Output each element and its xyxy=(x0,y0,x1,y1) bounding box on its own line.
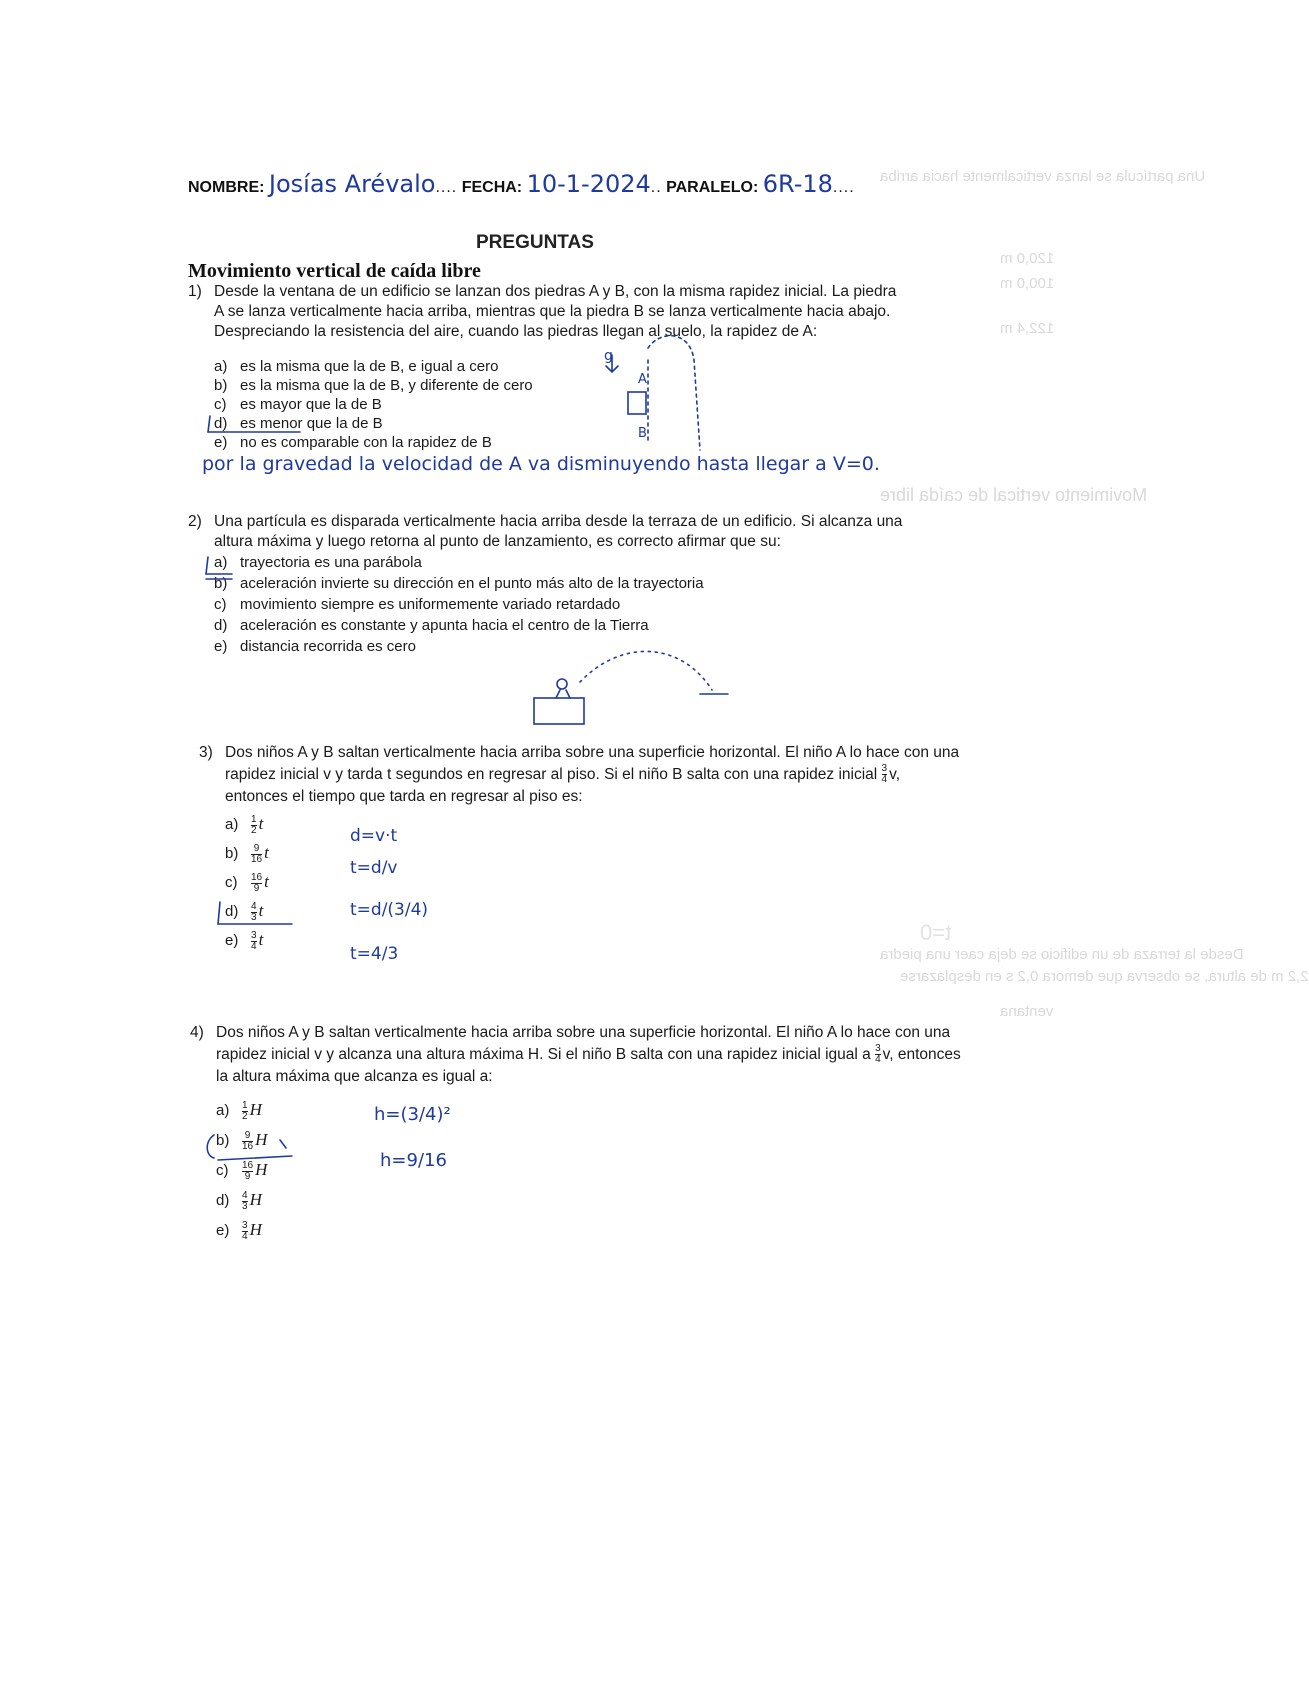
ghost-line: t=0 xyxy=(920,920,952,945)
fecha-label: FECHA: xyxy=(461,179,523,196)
answer-mark-4b xyxy=(207,1135,214,1158)
section-title: Movimiento vertical de caída libre xyxy=(188,260,481,282)
option-1e: e) no es comparable con la rapidez de B xyxy=(214,434,492,451)
work-line: d=v·t xyxy=(350,826,398,846)
question-number: 4) xyxy=(190,1024,204,1041)
option-3e: e) $\frac{3}{4}$ t xyxy=(225,929,264,952)
option-2e: e) distancia recorrida es cero xyxy=(214,638,416,655)
ghost-line: 122,4 m xyxy=(1000,320,1055,337)
paralelo-value: 6R-18 xyxy=(762,170,833,198)
question-text: Una partícula es disparada verticalmente hacia arriba desde la terraza de un edificio. Si alcanza una altura máxima y luego retorna al punto de lanzamiento, es correcto afirmar que su: xyxy=(214,513,903,550)
particle-sketch xyxy=(557,679,567,689)
option-4a: a) $\frac{1}{2}$ H xyxy=(216,1099,262,1122)
ghost-line: Desde la terraza de un edificio se deja caer una piedra xyxy=(880,946,1244,963)
work-line: h=9/16 xyxy=(380,1150,447,1171)
question-number: 3) xyxy=(199,744,213,761)
option-1b: b) es la misma que la de B, y diferente de cero xyxy=(214,377,533,394)
question-3: 3) Dos niños A y B saltan verticalmente hacia arriba sobre una superficie horizontal. El niño A lo hace con una rapidez inicial v y tarda t segundos en regresar al piso. Si el niño B salta con una rapidez inicial $\frac{3}{4}$ v, entonces el tiempo que tarda en regresar al piso es: xyxy=(199,744,960,805)
sketch-label-b: B xyxy=(638,426,647,441)
option-2c: c) movimiento siempre es uniformemente variado retardado xyxy=(214,596,621,613)
question-4: 4) Dos niños A y B saltan verticalmente hacia arriba sobre una superficie horizontal. El niño A lo hace con una rapidez inicial v y alcanza una altura máxima H. Si el niño B salta con una rapidez inicial igual a $\frac{3}{4}$ v, entonces la altura máxima que alcanza es igual a: xyxy=(190,1024,961,1085)
work-line: h=(3/4)² xyxy=(374,1104,451,1125)
answer-mark-2a xyxy=(206,557,208,574)
work-line: t=d/(3/4) xyxy=(350,900,429,920)
option-4e: e) $\frac{3}{4}$ H xyxy=(216,1219,262,1242)
work-line: t=4/3 xyxy=(350,944,399,964)
page-title: PREGUNTAS xyxy=(476,232,594,253)
option-2b: b) aceleración invierte su dirección en el punto más alto de la trayectoria xyxy=(214,575,704,592)
ghost-line: Movimiento vertical de caída libre xyxy=(880,485,1148,505)
option-4d: d) $\frac{4}{3}$ H xyxy=(216,1189,262,1212)
question-2 xyxy=(188,512,934,552)
answer-mark-1d xyxy=(208,416,210,432)
fraction-3-4: $\frac{3}{4}$ xyxy=(881,763,888,786)
option-2a: a) trayectoria es una parábola xyxy=(214,554,422,571)
option-3b: b) $\frac{9}{16}$ t xyxy=(225,842,269,865)
ghost-line: 120,0 m xyxy=(1000,250,1055,267)
question-number: 1) xyxy=(188,283,202,300)
option-1c: c) es mayor que la de B xyxy=(214,396,382,413)
question-text: Desde la ventana de un edificio se lanzan dos piedras A y B, con la misma rapidez inicial. La piedra A se lanza verticalmente hacia arriba, mientras que la piedra B se lanza verticalmente hacia abajo. Despreciando la resistencia del aire, cuando las piedras llegan al suelo, la rapidez de A: xyxy=(214,283,897,340)
work-line: t=d/v xyxy=(350,858,398,878)
option-4b: b) $\frac{9}{16}$ H xyxy=(216,1129,268,1152)
question-number: 2) xyxy=(188,513,202,530)
option-4c: c) $\frac{16}{9}$ H xyxy=(216,1159,268,1182)
option-3c: c) $\frac{16}{9}$ t xyxy=(225,871,269,894)
ghost-line: 2,2 m de altura, se observa que demora 0,2 s en desplazarse xyxy=(900,968,1309,985)
sketch-label-g: g xyxy=(604,348,613,364)
handwritten-answer-1: por la gravedad la velocidad de A va disminuyendo hasta llegar a V=0. xyxy=(202,453,880,475)
nombre-value: Josías Arévalo xyxy=(268,170,436,198)
fecha-value: 10-1-2024 xyxy=(526,170,651,198)
building-sketch xyxy=(534,698,584,724)
ghost-line: 100,0 m xyxy=(1000,275,1055,292)
box-sketch xyxy=(628,392,646,414)
ghost-line: Una partícula se lanza verticalmente hacia arriba xyxy=(880,168,1206,185)
parabola-sketch xyxy=(580,651,712,690)
header-line: NOMBRE: Josías Arévalo.... FECHA: 10-1-2024.. PARALELO: 6R-18.... xyxy=(188,170,855,198)
paralelo-label: PARALELO: xyxy=(666,179,759,196)
sketch-label-a: A xyxy=(638,372,647,387)
option-2d: d) aceleración es constante y apunta hacia el centro de la Tierra xyxy=(214,617,649,634)
nombre-label: NOMBRE: xyxy=(188,179,265,196)
trajectory-sketch xyxy=(648,336,700,450)
ghost-line: ventana xyxy=(1000,1003,1054,1020)
option-3a: a) $\frac{1}{2}$ t xyxy=(225,813,264,836)
question-1 xyxy=(188,282,904,342)
option-1d: d) es menor que la de B xyxy=(214,415,383,432)
fraction-3-4: $\frac{3}{4}$ xyxy=(875,1043,881,1066)
option-1a: a) es la misma que la de B, e igual a cero xyxy=(214,358,499,375)
option-3d: d) $\frac{4}{3}$ t xyxy=(225,900,264,923)
